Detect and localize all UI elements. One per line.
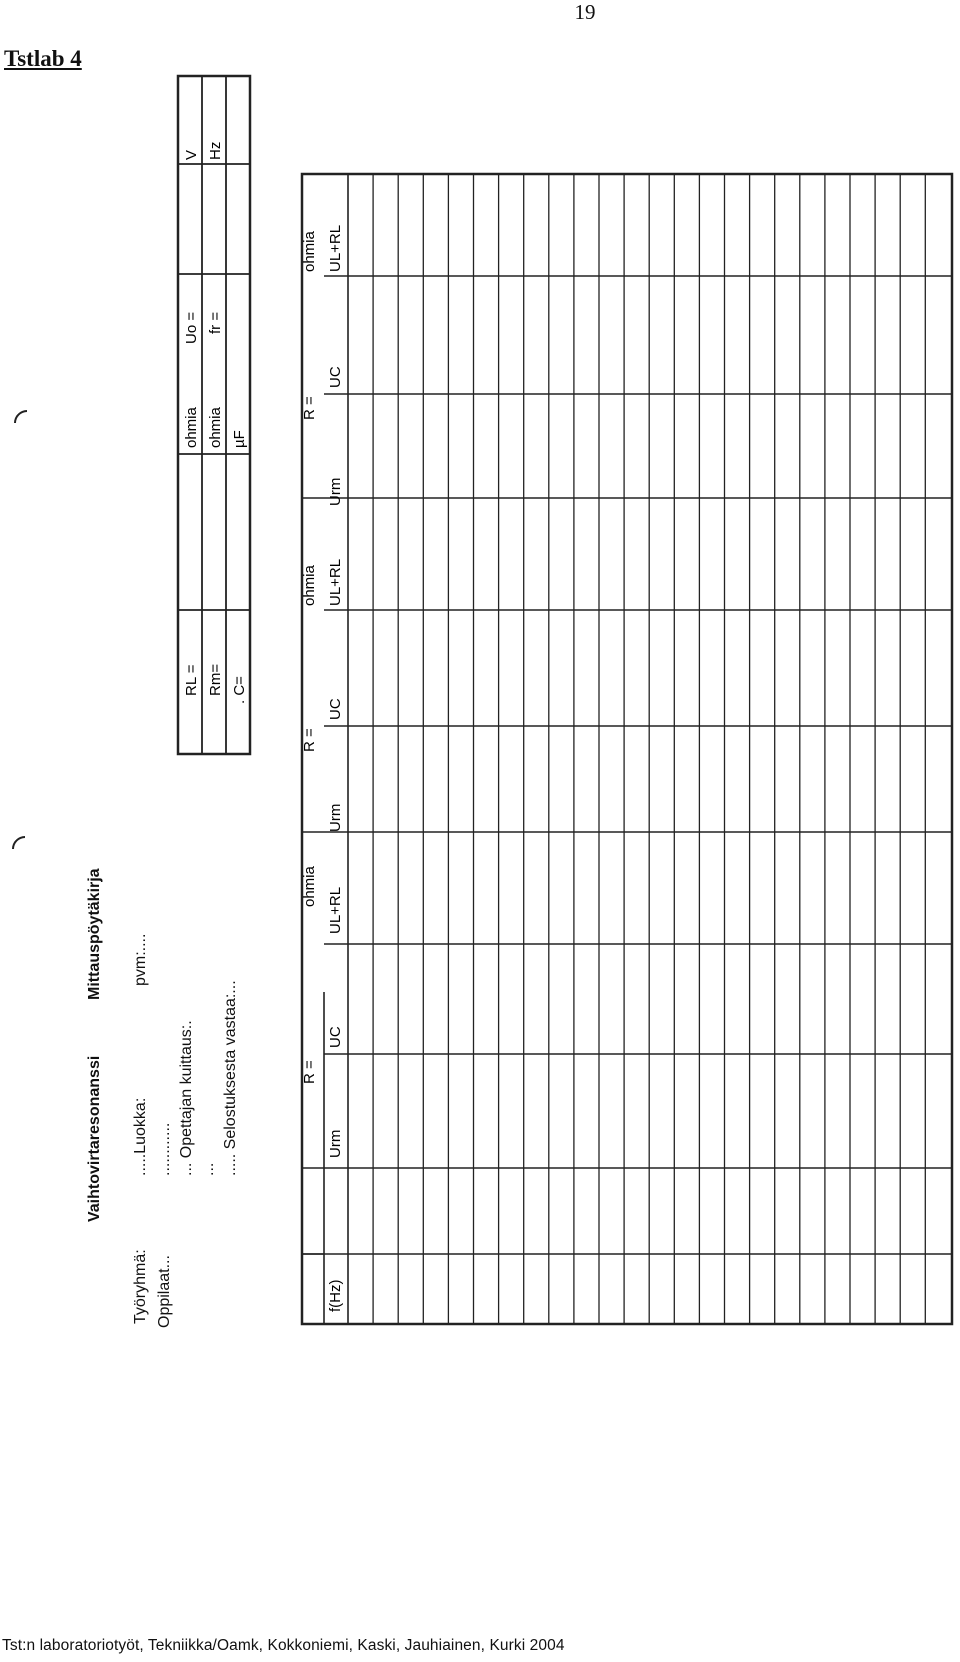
param-c-label: . C= [231,676,248,704]
group3-col-ulrl: UL+RL [327,224,344,272]
group3-r-label: R = [301,396,318,420]
group1-col-ulrl: UL+RL [327,886,344,934]
page-number: 19 [574,0,596,24]
group2-col-uc: UC [327,698,344,720]
group1-col-uc: UC [327,1026,344,1048]
group1-r-label: R = [301,1060,318,1084]
param-fr-label: fr = [207,311,224,334]
group2-r-label: R = [301,728,318,752]
label-tyoryhma: Työryhmä: [132,1249,149,1324]
page-title: Tstlab 4 [4,46,82,71]
dots: ............ [156,1122,173,1176]
param-hz-unit: Hz [207,141,224,160]
page-footer: Tst:n laboratoriotyöt, Tekniikka/Oamk, Kokkoniemi, Kaski, Jauhiainen, Kurki 2004 [2,1637,565,1654]
scan-mark-icon [7,831,44,868]
param-rm-unit: ohmia [207,407,224,448]
heading-mittauspoytakirja: Mittauspöytäkirja [86,868,103,1000]
params-table [176,74,272,756]
param-rl-unit: ohmia [183,407,200,448]
group2-unit: ohmia [301,565,318,606]
group3-unit: ohmia [301,231,318,272]
scan-mark-icon [9,405,46,442]
group3-col-uc: UC [327,366,344,388]
label-pvm: pvm:.... [132,933,149,986]
label-selostus: ..... Selostuksesta vastaa:... [222,980,239,1176]
label-oppilaat: Oppilaat... [156,1255,173,1328]
table-border [302,174,952,1324]
measurement-table [300,172,954,1326]
group1-unit: ohmia [301,866,318,907]
group3-col-urm: Urm [327,477,344,506]
group1-col-urm: Urm [327,1129,344,1158]
col-freq-header: f(Hz) [327,1279,344,1312]
dots2: ... [200,1162,217,1176]
param-rm-label: Rm= [207,663,224,696]
label-opettajan-kuittaus: ... Opettajan kuittaus:. [178,1020,195,1176]
param-rl-label: RL = [183,664,200,696]
param-v-unit: V [183,149,200,160]
group2-col-ulrl: UL+RL [327,558,344,606]
heading-vaihtovirtaresonanssi: Vaihtovirtaresonanssi [86,1055,103,1222]
label-luokka: .....Luokka: [132,1097,149,1176]
param-uo-label: Uo = [183,311,200,344]
group2-col-urm: Urm [327,803,344,832]
param-c-unit: µF [231,430,248,448]
